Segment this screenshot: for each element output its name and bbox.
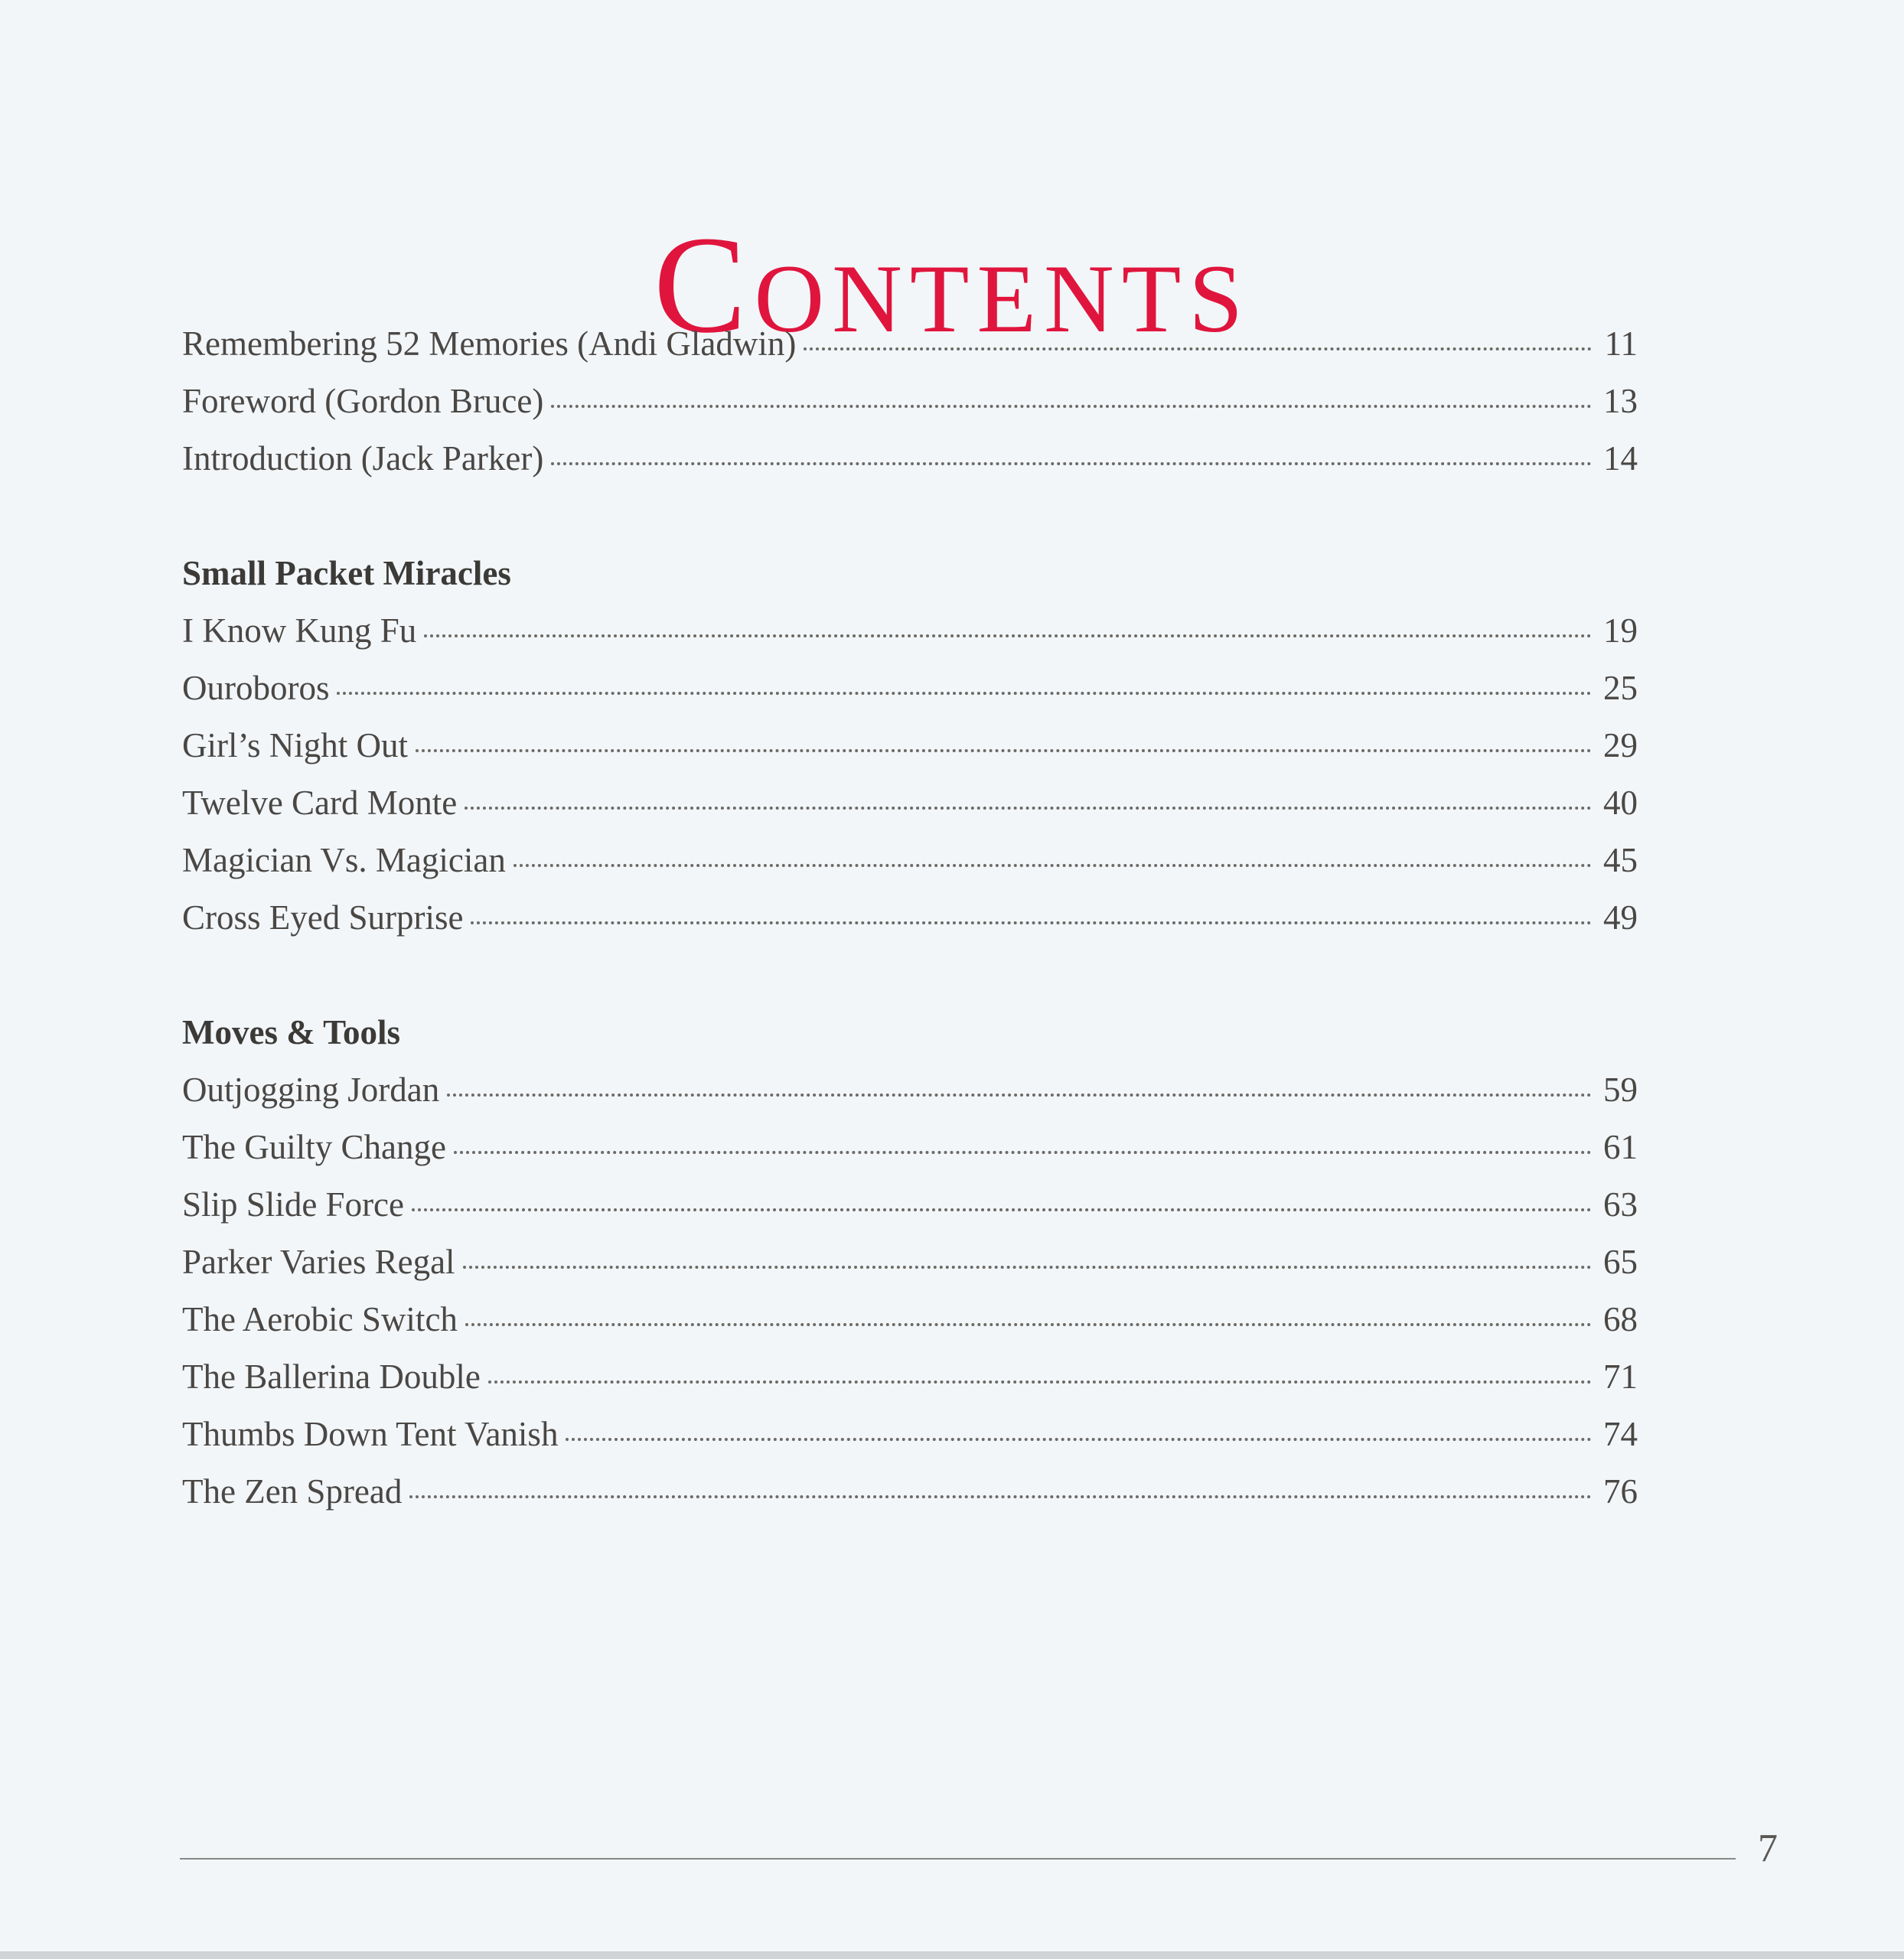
toc-entry-page: 25 xyxy=(1603,669,1638,707)
toc-entry-page: 45 xyxy=(1603,841,1638,879)
toc-entry-title: I Know Kung Fu xyxy=(182,611,417,650)
toc-entry-page: 29 xyxy=(1603,726,1638,764)
toc-entry-page: 65 xyxy=(1603,1243,1638,1281)
dot-leader xyxy=(416,749,1592,752)
toc-entry-page: 13 xyxy=(1603,382,1638,420)
dot-leader xyxy=(465,807,1592,810)
toc-entry-title: The Zen Spread xyxy=(182,1472,403,1511)
scan-edge xyxy=(0,1951,1904,1959)
toc-entry-page: 74 xyxy=(1603,1415,1638,1453)
toc-entry xyxy=(182,1061,1638,1119)
toc-entry-title: Thumbs Down Tent Vanish xyxy=(182,1415,559,1453)
toc-entry-title: Ouroboros xyxy=(182,669,330,707)
dot-leader xyxy=(551,405,1592,408)
toc-entry-title: Twelve Card Monte xyxy=(182,784,458,822)
toc-entry xyxy=(182,832,1638,889)
toc-entry-page: 68 xyxy=(1603,1300,1638,1338)
dot-leader xyxy=(471,921,1592,924)
toc-entry xyxy=(182,660,1638,717)
toc-entry-title: Introduction (Jack Parker) xyxy=(182,439,544,478)
toc-entry-page: 14 xyxy=(1603,439,1638,478)
toc-entry xyxy=(182,717,1638,774)
dot-leader xyxy=(513,864,1592,867)
dot-leader xyxy=(424,634,1592,637)
toc-entry-page: 59 xyxy=(1603,1071,1638,1109)
dot-leader xyxy=(465,1323,1592,1326)
page-title: Contents xyxy=(654,207,1250,362)
toc-entry-title: Slip Slide Force xyxy=(182,1185,404,1224)
footer-rule xyxy=(180,1858,1736,1860)
dot-leader xyxy=(454,1151,1592,1154)
toc-entry-title: Outjogging Jordan xyxy=(182,1071,440,1109)
toc-entry xyxy=(182,1291,1638,1348)
toc-entry xyxy=(182,1176,1638,1234)
dot-leader xyxy=(412,1208,1592,1211)
dot-leader xyxy=(804,347,1592,350)
dot-leader xyxy=(447,1094,1592,1097)
dot-leader xyxy=(551,462,1592,465)
toc-entry xyxy=(182,1463,1638,1521)
section-heading: Moves & Tools xyxy=(182,1013,401,1051)
toc-entry-page: 40 xyxy=(1603,784,1638,822)
toc-entry-title: The Aerobic Switch xyxy=(182,1300,458,1338)
toc-entry xyxy=(182,1348,1638,1406)
toc-entry-page: 19 xyxy=(1603,611,1638,650)
toc-entry xyxy=(182,315,1638,373)
table-of-contents xyxy=(182,315,1638,1521)
dot-leader xyxy=(463,1266,1592,1269)
toc-entry-page: 71 xyxy=(1603,1358,1638,1396)
section-spacer xyxy=(182,947,1638,1004)
section-heading: Small Packet Miracles xyxy=(182,554,511,592)
toc-entry-page: 49 xyxy=(1603,898,1638,937)
toc-entry-title: Magician Vs. Magician xyxy=(182,841,506,879)
toc-entry-page: 61 xyxy=(1603,1128,1638,1166)
dot-leader xyxy=(488,1380,1592,1384)
toc-entry-title: Cross Eyed Surprise xyxy=(182,898,464,937)
toc-entry xyxy=(182,1406,1638,1463)
toc-entry xyxy=(182,774,1638,832)
toc-entry xyxy=(182,602,1638,660)
toc-entry xyxy=(182,1234,1638,1291)
toc-entry-title: Foreword (Gordon Bruce) xyxy=(182,382,544,420)
toc-entry-title: Remembering 52 Memories (Andi Gladwin) xyxy=(182,324,797,363)
toc-entry-page: 63 xyxy=(1603,1185,1638,1224)
toc-entry-page: 76 xyxy=(1603,1472,1638,1511)
toc-entry xyxy=(182,889,1638,947)
dot-leader xyxy=(566,1438,1592,1441)
dot-leader xyxy=(337,692,1592,695)
toc-entry-page: 11 xyxy=(1604,324,1638,363)
toc-entry xyxy=(182,430,1638,487)
toc-entry xyxy=(182,373,1638,430)
toc-entry-title: Girl’s Night Out xyxy=(182,726,409,764)
toc-entry-title: Parker Varies Regal xyxy=(182,1243,455,1281)
footer-page-number: 7 xyxy=(1758,1827,1778,1870)
toc-entry xyxy=(182,1119,1638,1176)
dot-leader xyxy=(409,1495,1592,1498)
toc-entry-title: The Guilty Change xyxy=(182,1128,446,1166)
section-spacer xyxy=(182,487,1638,545)
toc-entry-title: The Ballerina Double xyxy=(182,1358,481,1396)
